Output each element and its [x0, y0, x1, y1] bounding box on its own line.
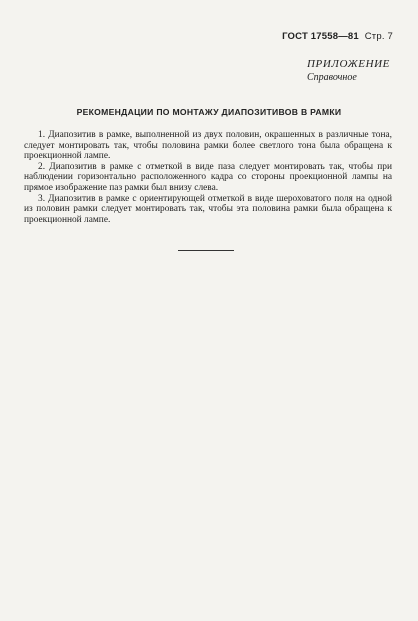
appendix-title: ПРИЛОЖЕНИЕ [307, 58, 390, 70]
section-title: РЕКОМЕНДАЦИИ ПО МОНТАЖУ ДИАПОЗИТИВОВ В РАМКИ [76, 107, 342, 117]
standard-number: ГОСТ 17558—81 [282, 31, 359, 42]
page-number: Стр. 7 [364, 31, 393, 42]
paragraph-2: 2. Диапозитив в рамке с отметкой в виде паза следует монтировать так, чтобы при наблюдении горизонтально расположенного кадра со стороны проекционной лампы на прямое изображение паз рамки был внизу слева. [24, 161, 392, 193]
appendix-subtitle: Справочное [307, 72, 357, 83]
appendix-label [307, 58, 390, 83]
page-header [282, 31, 393, 42]
paragraph-1: 1. Диапозитив в рамке, выполненной из двух половин, окрашенных в различные тона, следует монтировать так, чтобы половина рамки более светлого тона была обращена к проекционной лампе. [24, 130, 392, 162]
end-divider [178, 250, 234, 251]
body-text [24, 130, 392, 225]
paragraph-3: 3. Диапозитив в рамке с ориентирующей отметкой в виде шероховатого поля на одной из половин рамки следует монтировать так, чтобы эта половина рамки была обращена к проекционной лампе. [24, 193, 392, 225]
